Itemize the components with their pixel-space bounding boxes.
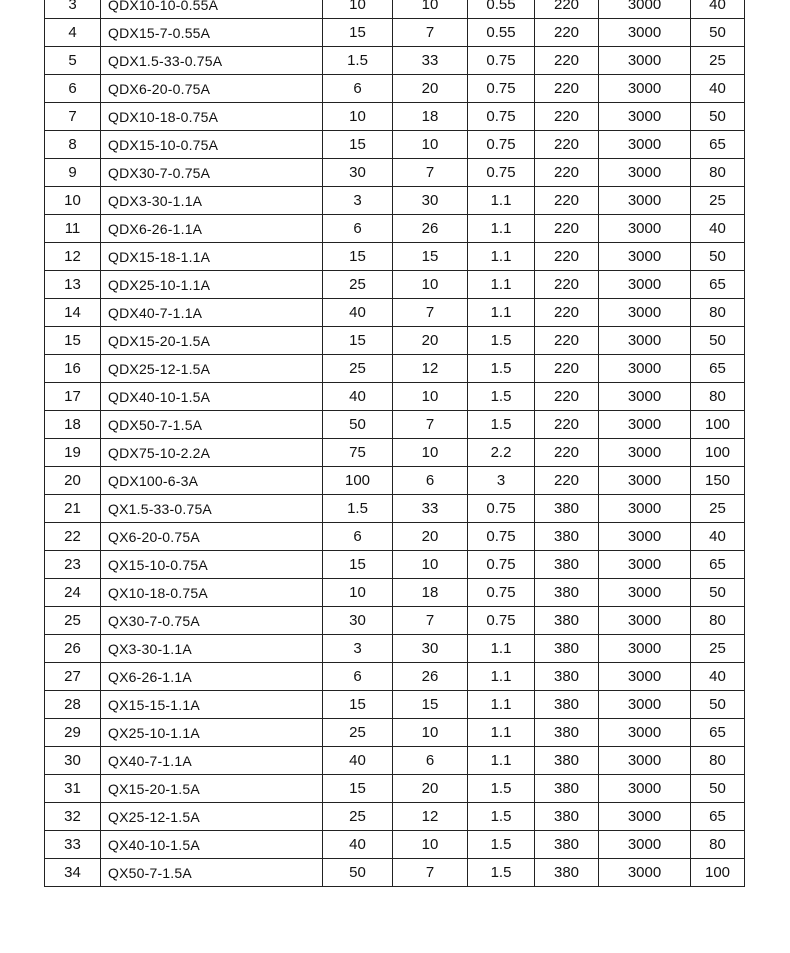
cell-voltage: 220	[535, 75, 599, 103]
cell-voltage: 220	[535, 411, 599, 439]
cell-no: 20	[45, 467, 101, 495]
cell-head: 10	[393, 551, 468, 579]
cell-flow: 15	[323, 19, 393, 47]
cell-model: QDX15-7-0.55A	[101, 19, 323, 47]
cell-voltage: 220	[535, 243, 599, 271]
cell-voltage: 380	[535, 747, 599, 775]
cell-no: 14	[45, 299, 101, 327]
cell-flow: 40	[323, 831, 393, 859]
cell-flow: 6	[323, 663, 393, 691]
table-row	[45, 467, 745, 495]
cell-outlet: 40	[691, 215, 745, 243]
cell-voltage: 220	[535, 0, 599, 19]
cell-no: 21	[45, 495, 101, 523]
cell-head: 30	[393, 187, 468, 215]
cell-rpm: 3000	[599, 187, 691, 215]
cell-flow: 15	[323, 131, 393, 159]
cell-power: 1.1	[468, 271, 535, 299]
cell-head: 10	[393, 439, 468, 467]
cell-voltage: 380	[535, 635, 599, 663]
cell-power: 0.75	[468, 523, 535, 551]
cell-no: 11	[45, 215, 101, 243]
cell-head: 10	[393, 131, 468, 159]
cell-outlet: 40	[691, 0, 745, 19]
cell-power: 1.1	[468, 691, 535, 719]
cell-rpm: 3000	[599, 411, 691, 439]
cell-voltage: 380	[535, 775, 599, 803]
cell-model: QDX40-7-1.1A	[101, 299, 323, 327]
table-row	[45, 355, 745, 383]
cell-outlet: 65	[691, 551, 745, 579]
cell-outlet: 50	[691, 579, 745, 607]
cell-power: 1.5	[468, 775, 535, 803]
cell-rpm: 3000	[599, 383, 691, 411]
cell-flow: 30	[323, 159, 393, 187]
cell-power: 0.75	[468, 131, 535, 159]
cell-rpm: 3000	[599, 299, 691, 327]
cell-head: 15	[393, 243, 468, 271]
cell-voltage: 220	[535, 439, 599, 467]
cell-head: 20	[393, 775, 468, 803]
cell-power: 1.1	[468, 719, 535, 747]
cell-head: 30	[393, 635, 468, 663]
cell-power: 0.75	[468, 495, 535, 523]
cell-rpm: 3000	[599, 47, 691, 75]
cell-outlet: 25	[691, 187, 745, 215]
cell-no: 34	[45, 859, 101, 887]
cell-rpm: 3000	[599, 243, 691, 271]
table-row	[45, 663, 745, 691]
cell-outlet: 65	[691, 131, 745, 159]
cell-head: 33	[393, 47, 468, 75]
cell-voltage: 380	[535, 495, 599, 523]
cell-rpm: 3000	[599, 775, 691, 803]
cell-outlet: 50	[691, 243, 745, 271]
cell-flow: 3	[323, 635, 393, 663]
cell-outlet: 80	[691, 299, 745, 327]
cell-power: 3	[468, 467, 535, 495]
table-row	[45, 439, 745, 467]
cell-no: 26	[45, 635, 101, 663]
cell-outlet: 65	[691, 271, 745, 299]
table-row	[45, 0, 745, 19]
cell-no: 31	[45, 775, 101, 803]
cell-power: 0.75	[468, 103, 535, 131]
cell-rpm: 3000	[599, 691, 691, 719]
cell-model: QX1.5-33-0.75A	[101, 495, 323, 523]
cell-voltage: 220	[535, 103, 599, 131]
cell-no: 23	[45, 551, 101, 579]
cell-no: 8	[45, 131, 101, 159]
cell-voltage: 220	[535, 215, 599, 243]
cell-rpm: 3000	[599, 719, 691, 747]
cell-head: 10	[393, 383, 468, 411]
cell-flow: 25	[323, 355, 393, 383]
cell-no: 15	[45, 327, 101, 355]
cell-outlet: 80	[691, 383, 745, 411]
cell-outlet: 100	[691, 859, 745, 887]
cell-voltage: 220	[535, 159, 599, 187]
cell-rpm: 3000	[599, 831, 691, 859]
table-row	[45, 579, 745, 607]
table-row	[45, 775, 745, 803]
cell-no: 7	[45, 103, 101, 131]
cell-rpm: 3000	[599, 19, 691, 47]
cell-power: 1.5	[468, 355, 535, 383]
cell-no: 5	[45, 47, 101, 75]
cell-no: 12	[45, 243, 101, 271]
table-row	[45, 691, 745, 719]
cell-head: 7	[393, 299, 468, 327]
cell-voltage: 380	[535, 719, 599, 747]
cell-flow: 50	[323, 859, 393, 887]
cell-voltage: 220	[535, 327, 599, 355]
cell-head: 6	[393, 467, 468, 495]
cell-head: 7	[393, 159, 468, 187]
cell-voltage: 380	[535, 551, 599, 579]
cell-no: 6	[45, 75, 101, 103]
cell-model: QX50-7-1.5A	[101, 859, 323, 887]
table-body	[45, 0, 745, 887]
cell-rpm: 3000	[599, 75, 691, 103]
cell-model: QDX30-7-0.75A	[101, 159, 323, 187]
pump-spec-table-container	[44, 0, 744, 887]
cell-model: QX25-10-1.1A	[101, 719, 323, 747]
cell-power: 1.1	[468, 243, 535, 271]
cell-head: 10	[393, 831, 468, 859]
cell-model: QX15-20-1.5A	[101, 775, 323, 803]
cell-power: 1.1	[468, 663, 535, 691]
cell-rpm: 3000	[599, 439, 691, 467]
cell-voltage: 380	[535, 579, 599, 607]
cell-flow: 1.5	[323, 495, 393, 523]
cell-no: 32	[45, 803, 101, 831]
cell-flow: 40	[323, 747, 393, 775]
cell-outlet: 40	[691, 663, 745, 691]
cell-model: QX30-7-0.75A	[101, 607, 323, 635]
cell-outlet: 50	[691, 691, 745, 719]
cell-rpm: 3000	[599, 215, 691, 243]
cell-model: QDX50-7-1.5A	[101, 411, 323, 439]
cell-voltage: 380	[535, 803, 599, 831]
cell-rpm: 3000	[599, 159, 691, 187]
cell-voltage: 220	[535, 187, 599, 215]
cell-rpm: 3000	[599, 523, 691, 551]
cell-voltage: 380	[535, 607, 599, 635]
table-row	[45, 327, 745, 355]
cell-model: QDX15-20-1.5A	[101, 327, 323, 355]
cell-model: QDX15-18-1.1A	[101, 243, 323, 271]
cell-no: 28	[45, 691, 101, 719]
cell-model: QDX3-30-1.1A	[101, 187, 323, 215]
cell-flow: 15	[323, 775, 393, 803]
cell-model: QDX25-10-1.1A	[101, 271, 323, 299]
table-row	[45, 747, 745, 775]
cell-rpm: 3000	[599, 663, 691, 691]
cell-power: 0.75	[468, 47, 535, 75]
cell-flow: 15	[323, 691, 393, 719]
table-row	[45, 719, 745, 747]
cell-flow: 3	[323, 187, 393, 215]
cell-no: 29	[45, 719, 101, 747]
cell-head: 18	[393, 579, 468, 607]
cell-flow: 75	[323, 439, 393, 467]
table-row	[45, 859, 745, 887]
cell-power: 1.1	[468, 215, 535, 243]
cell-flow: 10	[323, 579, 393, 607]
cell-model: QDX75-10-2.2A	[101, 439, 323, 467]
cell-model: QX10-18-0.75A	[101, 579, 323, 607]
cell-no: 16	[45, 355, 101, 383]
cell-power: 0.75	[468, 159, 535, 187]
pump-spec-table	[44, 0, 745, 887]
table-row	[45, 47, 745, 75]
cell-outlet: 65	[691, 355, 745, 383]
cell-head: 6	[393, 747, 468, 775]
cell-power: 0.75	[468, 551, 535, 579]
cell-power: 2.2	[468, 439, 535, 467]
cell-no: 9	[45, 159, 101, 187]
cell-head: 26	[393, 215, 468, 243]
table-row	[45, 243, 745, 271]
cell-voltage: 380	[535, 691, 599, 719]
cell-flow: 25	[323, 271, 393, 299]
cell-voltage: 220	[535, 299, 599, 327]
cell-power: 1.1	[468, 747, 535, 775]
table-row	[45, 299, 745, 327]
table-row	[45, 607, 745, 635]
table-row	[45, 215, 745, 243]
cell-flow: 10	[323, 0, 393, 19]
cell-power: 1.5	[468, 803, 535, 831]
cell-outlet: 50	[691, 775, 745, 803]
cell-power: 1.1	[468, 187, 535, 215]
cell-flow: 40	[323, 383, 393, 411]
cell-power: 1.1	[468, 635, 535, 663]
cell-flow: 6	[323, 215, 393, 243]
cell-rpm: 3000	[599, 579, 691, 607]
cell-model: QX15-10-0.75A	[101, 551, 323, 579]
cell-power: 1.5	[468, 411, 535, 439]
table-row	[45, 159, 745, 187]
cell-power: 0.75	[468, 579, 535, 607]
cell-model: QDX40-10-1.5A	[101, 383, 323, 411]
table-row	[45, 383, 745, 411]
cell-rpm: 3000	[599, 271, 691, 299]
cell-rpm: 3000	[599, 103, 691, 131]
cell-model: QDX6-26-1.1A	[101, 215, 323, 243]
cell-voltage: 220	[535, 19, 599, 47]
cell-model: QDX25-12-1.5A	[101, 355, 323, 383]
cell-head: 10	[393, 271, 468, 299]
table-row	[45, 103, 745, 131]
cell-power: 0.55	[468, 0, 535, 19]
table-row	[45, 75, 745, 103]
cell-rpm: 3000	[599, 803, 691, 831]
cell-head: 18	[393, 103, 468, 131]
cell-rpm: 3000	[599, 355, 691, 383]
table-row	[45, 803, 745, 831]
cell-outlet: 150	[691, 467, 745, 495]
cell-flow: 50	[323, 411, 393, 439]
cell-outlet: 65	[691, 719, 745, 747]
cell-voltage: 380	[535, 831, 599, 859]
cell-outlet: 50	[691, 327, 745, 355]
cell-no: 4	[45, 19, 101, 47]
cell-outlet: 50	[691, 19, 745, 47]
table-row	[45, 187, 745, 215]
cell-model: QDX10-18-0.75A	[101, 103, 323, 131]
cell-power: 1.1	[468, 299, 535, 327]
cell-power: 1.5	[468, 859, 535, 887]
cell-outlet: 25	[691, 635, 745, 663]
cell-power: 1.5	[468, 327, 535, 355]
cell-voltage: 220	[535, 131, 599, 159]
cell-rpm: 3000	[599, 551, 691, 579]
cell-head: 12	[393, 355, 468, 383]
cell-voltage: 220	[535, 383, 599, 411]
table-row	[45, 831, 745, 859]
cell-no: 10	[45, 187, 101, 215]
cell-rpm: 3000	[599, 131, 691, 159]
table-row	[45, 411, 745, 439]
cell-outlet: 80	[691, 831, 745, 859]
cell-model: QX6-20-0.75A	[101, 523, 323, 551]
cell-flow: 30	[323, 607, 393, 635]
cell-voltage: 220	[535, 355, 599, 383]
cell-voltage: 380	[535, 523, 599, 551]
table-row	[45, 635, 745, 663]
table-row	[45, 495, 745, 523]
table-row	[45, 523, 745, 551]
table-row	[45, 271, 745, 299]
cell-no: 13	[45, 271, 101, 299]
cell-rpm: 3000	[599, 747, 691, 775]
cell-head: 7	[393, 19, 468, 47]
cell-no: 30	[45, 747, 101, 775]
cell-head: 15	[393, 691, 468, 719]
table-row	[45, 131, 745, 159]
cell-outlet: 80	[691, 607, 745, 635]
cell-no: 25	[45, 607, 101, 635]
cell-head: 7	[393, 859, 468, 887]
cell-flow: 6	[323, 75, 393, 103]
cell-flow: 15	[323, 243, 393, 271]
cell-no: 18	[45, 411, 101, 439]
cell-model: QX6-26-1.1A	[101, 663, 323, 691]
cell-outlet: 80	[691, 159, 745, 187]
cell-power: 0.75	[468, 607, 535, 635]
cell-head: 10	[393, 719, 468, 747]
cell-no: 17	[45, 383, 101, 411]
cell-model: QDX1.5-33-0.75A	[101, 47, 323, 75]
cell-no: 33	[45, 831, 101, 859]
cell-model: QX15-15-1.1A	[101, 691, 323, 719]
cell-flow: 1.5	[323, 47, 393, 75]
cell-power: 0.75	[468, 75, 535, 103]
cell-outlet: 100	[691, 439, 745, 467]
cell-head: 10	[393, 0, 468, 19]
cell-rpm: 3000	[599, 859, 691, 887]
cell-no: 19	[45, 439, 101, 467]
cell-power: 0.55	[468, 19, 535, 47]
cell-head: 7	[393, 607, 468, 635]
cell-model: QDX100-6-3A	[101, 467, 323, 495]
cell-model: QX40-10-1.5A	[101, 831, 323, 859]
cell-outlet: 40	[691, 523, 745, 551]
cell-head: 20	[393, 523, 468, 551]
cell-outlet: 80	[691, 747, 745, 775]
cell-flow: 15	[323, 551, 393, 579]
cell-head: 12	[393, 803, 468, 831]
cell-voltage: 220	[535, 47, 599, 75]
cell-voltage: 380	[535, 663, 599, 691]
cell-flow: 25	[323, 719, 393, 747]
cell-rpm: 3000	[599, 0, 691, 19]
cell-no: 27	[45, 663, 101, 691]
cell-rpm: 3000	[599, 467, 691, 495]
cell-flow: 6	[323, 523, 393, 551]
cell-outlet: 50	[691, 103, 745, 131]
table-row	[45, 19, 745, 47]
cell-head: 33	[393, 495, 468, 523]
cell-head: 26	[393, 663, 468, 691]
cell-voltage: 220	[535, 271, 599, 299]
cell-flow: 15	[323, 327, 393, 355]
cell-rpm: 3000	[599, 327, 691, 355]
cell-power: 1.5	[468, 383, 535, 411]
cell-outlet: 25	[691, 47, 745, 75]
cell-head: 20	[393, 75, 468, 103]
table-row	[45, 551, 745, 579]
cell-model: QDX10-10-0.55A	[101, 0, 323, 19]
cell-no: 24	[45, 579, 101, 607]
cell-no: 22	[45, 523, 101, 551]
cell-voltage: 380	[535, 859, 599, 887]
cell-model: QX3-30-1.1A	[101, 635, 323, 663]
cell-power: 1.5	[468, 831, 535, 859]
cell-rpm: 3000	[599, 495, 691, 523]
cell-outlet: 25	[691, 495, 745, 523]
cell-flow: 100	[323, 467, 393, 495]
cell-model: QDX6-20-0.75A	[101, 75, 323, 103]
cell-no: 3	[45, 0, 101, 19]
cell-flow: 25	[323, 803, 393, 831]
cell-voltage: 220	[535, 467, 599, 495]
cell-flow: 40	[323, 299, 393, 327]
cell-model: QX40-7-1.1A	[101, 747, 323, 775]
cell-model: QDX15-10-0.75A	[101, 131, 323, 159]
cell-rpm: 3000	[599, 607, 691, 635]
cell-model: QX25-12-1.5A	[101, 803, 323, 831]
cell-rpm: 3000	[599, 635, 691, 663]
cell-head: 20	[393, 327, 468, 355]
cell-head: 7	[393, 411, 468, 439]
cell-outlet: 65	[691, 803, 745, 831]
cell-flow: 10	[323, 103, 393, 131]
cell-outlet: 40	[691, 75, 745, 103]
cell-outlet: 100	[691, 411, 745, 439]
